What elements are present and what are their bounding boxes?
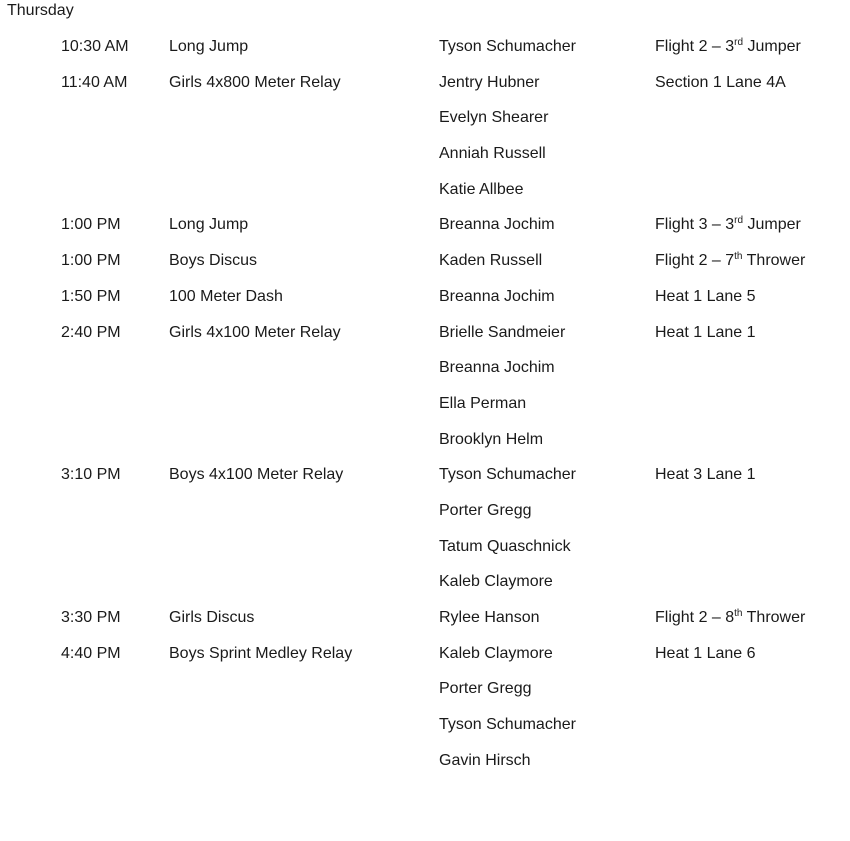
athlete-name: Brielle Sandmeier [439, 323, 566, 341]
schedule-row [0, 29, 850, 65]
schedule-row [0, 386, 850, 422]
schedule-row [0, 600, 850, 636]
event-assignment [655, 65, 786, 101]
event-assignment [655, 243, 805, 279]
assignment-text: Section 1 Lane 4A [655, 73, 786, 91]
schedule-row [0, 422, 850, 458]
athlete-name: Rylee Hanson [439, 609, 540, 626]
event-assignment [655, 636, 756, 672]
assignment-text: Heat 1 Lane 5 [655, 287, 756, 305]
event-name: Boys Sprint Medley Relay [169, 644, 353, 662]
schedule-row [0, 279, 850, 315]
athlete-name: Brooklyn Helm [439, 430, 544, 448]
schedule-row [0, 636, 850, 672]
assignment-role: Thrower [742, 252, 806, 270]
schedule-row [0, 315, 850, 351]
schedule-row [0, 743, 850, 779]
ordinal-suffix: th [734, 251, 743, 263]
event-name: Long Jump [169, 216, 249, 234]
ordinal-suffix: rd [734, 215, 744, 227]
event-time: 11:40 AM [61, 73, 128, 91]
event-time: 3:10 PM [61, 466, 121, 484]
event-name: Girls 4x100 Meter Relay [169, 323, 341, 341]
athlete-name: Breanna Jochim [439, 359, 555, 377]
assignment-text: Heat 3 Lane 1 [655, 466, 756, 484]
assignment-text: Flight 3 – 3 [655, 216, 735, 234]
athlete-name: Evelyn Shearer [439, 109, 549, 127]
athlete-name: Tatum Quaschnick [439, 537, 571, 555]
athlete-name: Tyson Schumacher [439, 466, 576, 484]
event-assignment [655, 279, 756, 315]
event-name: Boys Discus [169, 252, 258, 270]
day-heading: Thursday [7, 2, 74, 19]
event-name: Girls Discus [169, 609, 255, 626]
ordinal-suffix: th [734, 608, 743, 619]
event-time: 1:00 PM [61, 252, 121, 270]
schedule-row [0, 671, 850, 707]
athlete-name: Katie Allbee [439, 180, 524, 198]
schedule-row [0, 350, 850, 386]
athlete-name: Breanna Jochim [439, 287, 555, 305]
assignment-role: Thrower [742, 609, 806, 626]
athlete-name: Tyson Schumacher [439, 716, 576, 734]
schedule-table [0, 29, 850, 778]
athlete-name: Kaden Russell [439, 252, 543, 270]
event-time: 4:40 PM [61, 644, 121, 662]
ordinal-suffix: rd [734, 37, 744, 48]
athlete-name: Gavin Hirsch [439, 751, 531, 769]
event-assignment [655, 207, 801, 243]
event-time: 3:30 PM [61, 609, 121, 626]
schedule-row [0, 136, 850, 172]
schedule-row [0, 457, 850, 493]
assignment-role: Jumper [743, 38, 801, 55]
event-name: Long Jump [169, 38, 249, 55]
event-assignment [655, 600, 805, 636]
assignment-text: Flight 2 – 3 [655, 38, 735, 55]
schedule-row [0, 100, 850, 136]
schedule-row [0, 493, 850, 529]
athlete-name: Tyson Schumacher [439, 38, 576, 55]
schedule-row [0, 243, 850, 279]
event-time: 10:30 AM [61, 38, 129, 55]
assignment-role: Jumper [743, 216, 801, 234]
event-assignment [655, 457, 756, 493]
athlete-name: Ella Perman [439, 394, 527, 412]
assignment-text: Heat 1 Lane 1 [655, 323, 756, 341]
event-time: 1:50 PM [61, 287, 121, 305]
athlete-name: Anniah Russell [439, 145, 546, 163]
schedule-row [0, 172, 850, 208]
event-assignment [655, 29, 801, 65]
event-name: Girls 4x800 Meter Relay [169, 73, 341, 91]
assignment-text: Heat 1 Lane 6 [655, 644, 756, 662]
athlete-name: Breanna Jochim [439, 216, 555, 234]
event-name: Boys 4x100 Meter Relay [169, 466, 344, 484]
athlete-name: Jentry Hubner [439, 73, 540, 91]
event-time: 2:40 PM [61, 323, 121, 341]
athlete-name: Kaleb Claymore [439, 573, 553, 591]
schedule-row [0, 65, 850, 101]
schedule-row [0, 207, 850, 243]
event-assignment [655, 315, 756, 351]
schedule-row [0, 564, 850, 600]
schedule-row [0, 707, 850, 743]
athlete-name: Kaleb Claymore [439, 644, 553, 662]
assignment-text: Flight 2 – 7 [655, 252, 735, 270]
schedule-row [0, 529, 850, 565]
athlete-name: Porter Gregg [439, 501, 532, 519]
event-time: 1:00 PM [61, 216, 121, 234]
athlete-name: Porter Gregg [439, 680, 532, 698]
assignment-text: Flight 2 – 8 [655, 609, 735, 626]
event-name: 100 Meter Dash [169, 287, 283, 305]
